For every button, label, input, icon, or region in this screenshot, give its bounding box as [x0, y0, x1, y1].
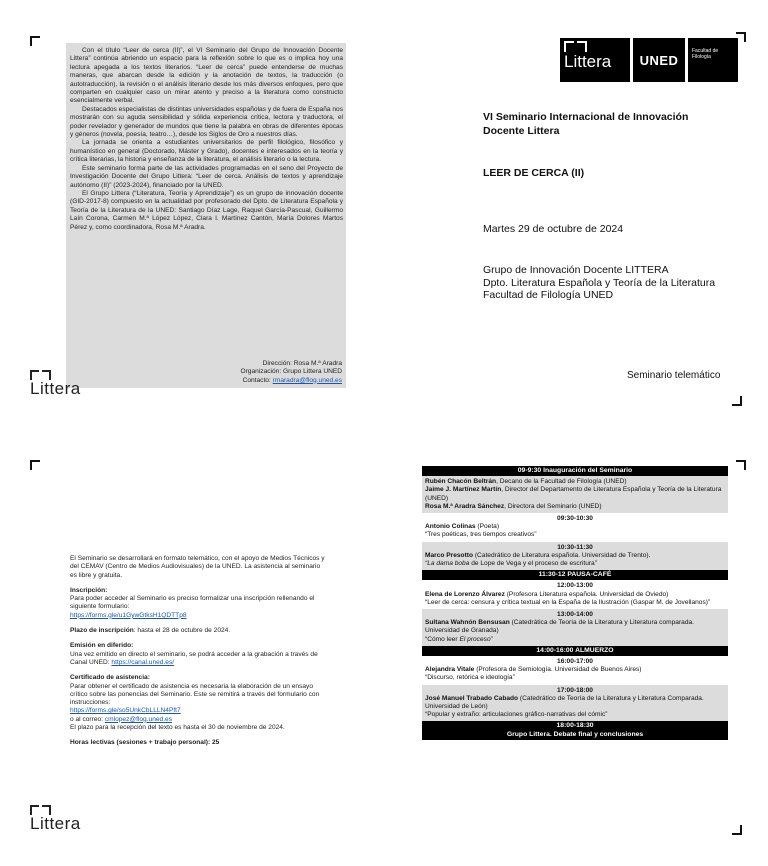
- cert-heading: Certificado de asistencia:: [70, 674, 150, 682]
- facultad-logo: Facultad de Filología: [688, 38, 738, 82]
- cert-mail-label: o al correo:: [70, 715, 105, 723]
- program-session: [422, 656, 728, 685]
- closing-title: Grupo Littera. Debate final y conclusiones: [506, 730, 644, 738]
- credits: [240, 360, 342, 385]
- intro-box: [66, 43, 346, 388]
- cover-date: Martes 29 de octubre de 2024: [483, 223, 624, 235]
- session-time: 09:30-10:30: [557, 515, 593, 523]
- emision-text: Una vez emitido en directo el seminario, se podrá acceder a la grabación a través de Canal UNED:: [70, 650, 318, 666]
- speaker-role: (Poeta): [475, 523, 500, 531]
- littera-black-logo: [560, 38, 630, 82]
- bracket-icon: [564, 41, 586, 50]
- plazo-heading: Plazo de inscripción: [70, 627, 134, 635]
- speaker-role: (Profesora de Semiología. Universidad de Buenos Aires): [474, 666, 642, 674]
- bracket-icon: [30, 370, 50, 378]
- program-session: [422, 513, 728, 542]
- speaker-role: , Director del Departamento de Literatura Española y Teoría de la Literatura (UNED): [425, 486, 722, 502]
- program-speaker: [425, 503, 725, 511]
- info-intro: El Seminario se desarrollará en formato telemático, con el apoyo de Medios Técnicos y del CEMAV (Centro de Medios Audiovisuales) de la UNED. La asistencia al seminario es libre y gratuita.: [70, 555, 325, 579]
- speaker-role: (Profesora Literatura española. Universidad de Oviedo): [504, 590, 669, 598]
- speaker-role: , Directora del Seminario (UNED): [504, 502, 602, 510]
- corner-mark: [736, 460, 746, 470]
- cover-organizer: [483, 264, 715, 302]
- cert-plazo: El plazo para la recepción del texto es hasta el 30 de noviembre de 2024.: [70, 724, 285, 732]
- program-closing: [422, 721, 728, 739]
- emision-link[interactable]: https://canal.uned.es/: [111, 658, 175, 666]
- uned-logo: UNED: [633, 38, 685, 82]
- closing-time: 18:00-18:30: [556, 722, 594, 730]
- inscripcion-link[interactable]: https://forms.gle/u1GywGtksH1QDTTp8: [70, 611, 187, 619]
- speaker-name: Sultana Wahnón Bensusan: [425, 619, 510, 627]
- program-session: [422, 580, 728, 609]
- cover-org-line: Dpto. Literatura Española y Teoría de la Literatura: [483, 276, 716, 289]
- littera-logo: [30, 370, 81, 399]
- intro-paragraph: Con el título “Leer de cerca (II)”, el VI Seminario del Grupo de Innovación Docente Littera” continúa abriendo un espacio para la reflexión sobre lo que es o implica hoy una lectura apegada a los textos literarios. “Leer de cerca” puede entenderse de muchas maneras, que abarcan desde la edición y la anotación de textos, la traducción (o autotraducción), la revisión o el análisis literario desde los más diversos enfoques, pero que comparten en cualquier caso un mirar atento y preciso a la literatura como constructo esencialmente verbal.: [70, 47, 343, 105]
- session-time: 17:00-18:00: [557, 686, 593, 694]
- speaker-name: Marco Presotto: [425, 551, 473, 559]
- session-title: “Leer de cerca: censura y crítica textual en la España de la Ilustración (Gaspar M. de Jovellanos)”: [425, 598, 711, 606]
- session-title: “Popular y extraño: articulaciones gráfico-narrativas del cómic”: [425, 711, 608, 719]
- program-session: [422, 609, 728, 646]
- littera-logo: [30, 805, 81, 834]
- speaker-name: José Manuel Trabado Cabado: [425, 694, 519, 702]
- emision-heading: Emisión en diferido:: [70, 642, 134, 650]
- session-time: 12:00-13:00: [557, 582, 593, 590]
- plazo-line: [70, 627, 325, 635]
- littera-black-logo-text: Littera: [564, 52, 612, 71]
- littera-logo-text: Littera: [30, 814, 81, 833]
- speaker-name: Rosa M.ª Aradra Sánchez: [425, 502, 505, 510]
- inscripcion-text: Para poder acceder al Seminario es preciso formalizar una inscripción rellenando el siguiente formulario:: [70, 595, 315, 611]
- intro-paragraph: La jornada se orienta a estudiantes universitarios de perfil filológico, filosófico y humanístico en general (Doctorado, Máster y Grado), docentes e interesados en la teoría y crítica literarias, la historia y enseñanza de la literatura, el análisis literario o la lectura.: [70, 139, 343, 164]
- program-session: [422, 542, 728, 571]
- speaker-name: Antonio Colinas: [425, 523, 476, 531]
- cover-mode: Seminario telemático: [627, 370, 721, 381]
- cover-org-line: Facultad de Filología UNED: [483, 289, 614, 301]
- corner-mark: [732, 825, 742, 835]
- bracket-icon: [30, 805, 50, 813]
- session-title: “Cómo leer El proceso”: [425, 635, 493, 643]
- corner-mark: [30, 460, 40, 470]
- intro-paragraph: El Grupo Littera (“Literatura, Teoría y Aprendizaje”) es un grupo de innovación docente (GID-2017-8) compuesto en la actualidad por profesorado del Dpto. de Literatura Española y Teoría de la Literatura de la UNED: Santiago Díaz Lage, Raquel García-Pascual, Guillermo Laín Corona, Carmen M.ª López López, Clara I. Martínez Cantón, María Dolores Martos Pérez y, como coordinadora, Rosa M.ª Aradra.: [70, 189, 343, 231]
- littera-logo-text: Littera: [30, 379, 81, 398]
- intro-paragraph: Destacados especialistas de distintas universidades españolas y de fuera de España nos mostrarán con su aguda sensibilidad y sólida experiencia crítica, lectora y traductora, el poder revelador y generador de mundos que tiene la palabra en obras de diferentes épocas y géneros (novela, poesía, teatro…), desde los Siglos de Oro a nuestros días.: [70, 105, 343, 139]
- cover-title: VI Seminario Internacional de Innovación Docente Littera: [483, 111, 689, 137]
- speaker-name: Jaime J. Martínez Martín: [425, 486, 502, 494]
- program-break: 11:30-12 PAUSA-CAFÉ: [422, 570, 728, 580]
- corner-mark: [732, 396, 742, 406]
- cover-org-line: Grupo de Innovación Docente LITTERA: [483, 264, 669, 276]
- contacto-line: [240, 377, 342, 385]
- speaker-role: (Catedrática de Teoría de la Literatura y Literatura comparada. Universidad de Granada): [425, 619, 694, 635]
- horas-lectivas: Horas lectivas (sesiones + trabajo personal): 25: [70, 739, 220, 747]
- session-time: 13:00-14:00: [557, 611, 593, 619]
- plazo-text: : hasta el 28 de octubre de 2024.: [133, 627, 231, 635]
- inscripcion-heading: Inscripción:: [70, 586, 108, 594]
- speaker-name: Elena de Lorenzo Álvarez: [425, 590, 505, 598]
- session-time: 16:00-17:00: [557, 658, 593, 666]
- program-speaker: [425, 478, 725, 486]
- cert-mail-link[interactable]: cmlopez@flog.uned.es: [104, 715, 173, 723]
- logo-bar: [560, 38, 738, 82]
- session-title: “Tres poéticas, tres tiempos creativos”: [425, 531, 537, 539]
- program-speaker: [425, 486, 725, 502]
- emision-line: [70, 651, 325, 668]
- intro-text: [66, 43, 346, 232]
- program-inaug-header: 09-9:30 Inauguración del Seminario: [422, 466, 728, 476]
- speaker-role: (Catedrático de Literatura española. Universidad de Trento).: [473, 551, 651, 559]
- organizacion-line: Organización: Grupo Littera UNED: [240, 368, 342, 376]
- intro-paragraph: Este seminario forma parte de las actividades programadas en el seno del Proyecto de Investigación Docente del Grupo Littera: “Leer de cerca. Análisis de textos y aprendizaje autónomo (II)” (2023-2024), financiado por la UNED.: [70, 164, 343, 189]
- program-inaug-block: [422, 476, 728, 513]
- contacto-label: Contacto:: [242, 376, 273, 384]
- cover-subtitle: LEER DE CERCA (II): [483, 167, 585, 179]
- contacto-email-link[interactable]: rmaradra@flog.uned.es: [272, 376, 342, 384]
- session-title: “Discurso, retórica e ideología”: [425, 674, 515, 682]
- speaker-role: (Catedrático de Teoría de la Literatura y Literatura Comparada. Universidad de León): [425, 694, 704, 711]
- corner-mark: [30, 36, 40, 46]
- speaker-role: , Decano de la Facultad de Filología (UNED): [496, 478, 627, 486]
- session-time: 10:30-11:30: [557, 543, 593, 551]
- program-session: [422, 685, 728, 722]
- session-title: “La dama boba de Lope de Vega y el proceso de escritura”: [425, 560, 597, 568]
- direccion-line: Dirección: Rosa M.ª Aradra: [262, 359, 342, 367]
- cert-mail-line: [70, 716, 325, 724]
- cert-link[interactable]: https://forms.gle/so5UnkCbLLLN4Pft7: [70, 707, 181, 715]
- info-section: [70, 555, 325, 748]
- cert-text: Parar obtener el certificado de asistencia es necesaria la elaboración de un ensayo crítico sobre las ponencias del Seminario. Este se remitirá a través del formulario con instrucciones:: [70, 682, 320, 707]
- speaker-name: Alejandra Vitale: [425, 666, 475, 674]
- speaker-name: Rubén Chacón Beltrán: [425, 478, 497, 486]
- program-break: 14:00-16:00 ALMUERZO: [422, 646, 728, 656]
- program-table: [422, 466, 728, 740]
